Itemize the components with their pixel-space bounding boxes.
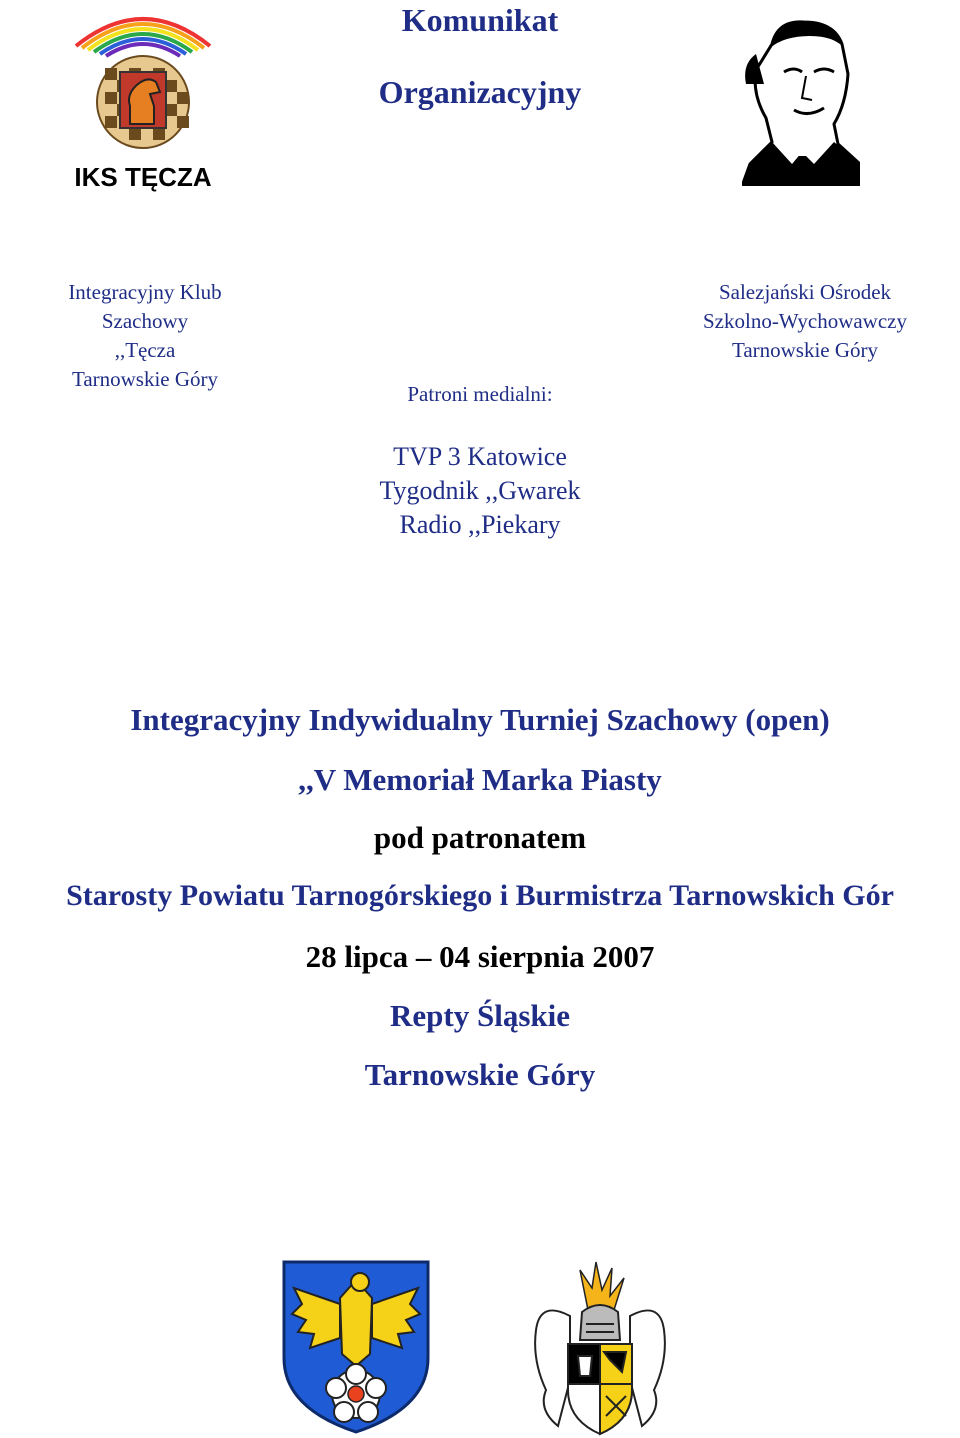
iks-tecza-logo bbox=[68, 2, 218, 194]
place-line-2: Tarnowskie Góry bbox=[364, 1057, 596, 1092]
chessboard-globe-icon bbox=[97, 56, 189, 148]
memorial-title: ,,V Memoriał Marka Piasty bbox=[298, 762, 662, 797]
media-patrons-list bbox=[300, 440, 660, 542]
patrons-label: Patroni medialni: bbox=[407, 382, 553, 406]
priest-portrait-logo bbox=[742, 14, 860, 186]
club-line-2: Szachowy bbox=[101, 309, 189, 333]
patronage-names: Starosty Powiatu Tarnogórskiego i Burmistrza Tarnowskich Gór bbox=[66, 879, 894, 912]
place-line-1: Repty Śląskie bbox=[390, 998, 570, 1033]
tournament-name: Integracyjny Indywidualny Turniej Szachowy (open) bbox=[130, 702, 830, 737]
club-line-4: Tarnowskie Góry bbox=[71, 367, 219, 391]
media-patron-item: Tygodnik ,,Gwarek bbox=[379, 476, 581, 505]
crest-feathers-icon bbox=[580, 1262, 624, 1310]
tournament-dates: 28 lipca – 04 sierpnia 2007 bbox=[305, 939, 655, 974]
media-patron-item: Radio ,,Piekary bbox=[399, 510, 561, 539]
rainbow-icon bbox=[76, 19, 210, 56]
patronage-label: pod patronatem bbox=[373, 820, 587, 855]
center-line-1: Salezjański Ośrodek bbox=[718, 280, 892, 304]
club-line-1: Integracyjny Klub bbox=[68, 280, 222, 304]
club-line-3: ,,Tęcza bbox=[114, 338, 176, 362]
salesian-center-block bbox=[660, 278, 950, 365]
shield-icon bbox=[568, 1344, 632, 1434]
center-line-3: Tarnowskie Góry bbox=[731, 338, 879, 362]
county-coat-of-arms-icon bbox=[280, 1258, 432, 1434]
helmet-icon bbox=[580, 1305, 620, 1340]
logo-text: IKS TĘCZA bbox=[74, 162, 212, 192]
club-name-block bbox=[20, 278, 270, 394]
media-patron-item: TVP 3 Katowice bbox=[393, 442, 567, 471]
title-line-2: Organizacyjny bbox=[378, 74, 582, 110]
center-line-2: Szkolno-Wychowawczy bbox=[702, 309, 907, 333]
title-line-1: Komunikat bbox=[401, 2, 559, 38]
town-coat-of-arms-icon bbox=[530, 1260, 670, 1436]
